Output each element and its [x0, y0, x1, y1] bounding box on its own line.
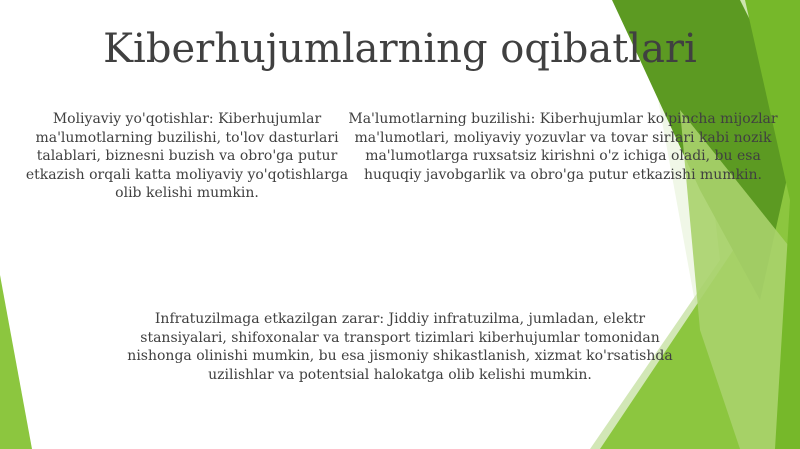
- infrastructure-damage-paragraph: Infratuzilmaga etkazilgan zarar: Jiddiy infratuzilma, jumladan, elektr stansiyalari, shifoxonalar va transport tizimlari kiberhujumlar tomonidan nishonga olinishi mumkin, bu esa jismoniy shikastlanish, xizmat ko'rsatishda uzilishlar va potentsial halokatga olib kelishi mumkin.: [127, 311, 673, 383]
- slide-title: Kiberhujumlarning oqibatlari: [103, 26, 697, 72]
- financial-losses-paragraph: Moliyaviy yo'qotishlar: Kiberhujumlar ma'lumotlarning buzilishi, to'lov dasturlari talablari, biznesni buzish va obro'ga putur etkazish orqali katta moliyaviy yo'qotishlarga olib kelishi mumkin.: [25, 111, 349, 201]
- left-green-shard: [0, 275, 32, 449]
- data-breach-paragraph: Ma'lumotlarning buzilishi: Kiberhujumlar ko'pincha mijozlar ma'lumotlari, moliyaviy yozuvlar va tovar sirlari kabi nozik ma'lumotlarga ruxsatsiz kirishni o'z ichiga oladi, bu esa huquqiy javobgarlik va obro'ga putur etkazishi mumkin.: [348, 111, 778, 183]
